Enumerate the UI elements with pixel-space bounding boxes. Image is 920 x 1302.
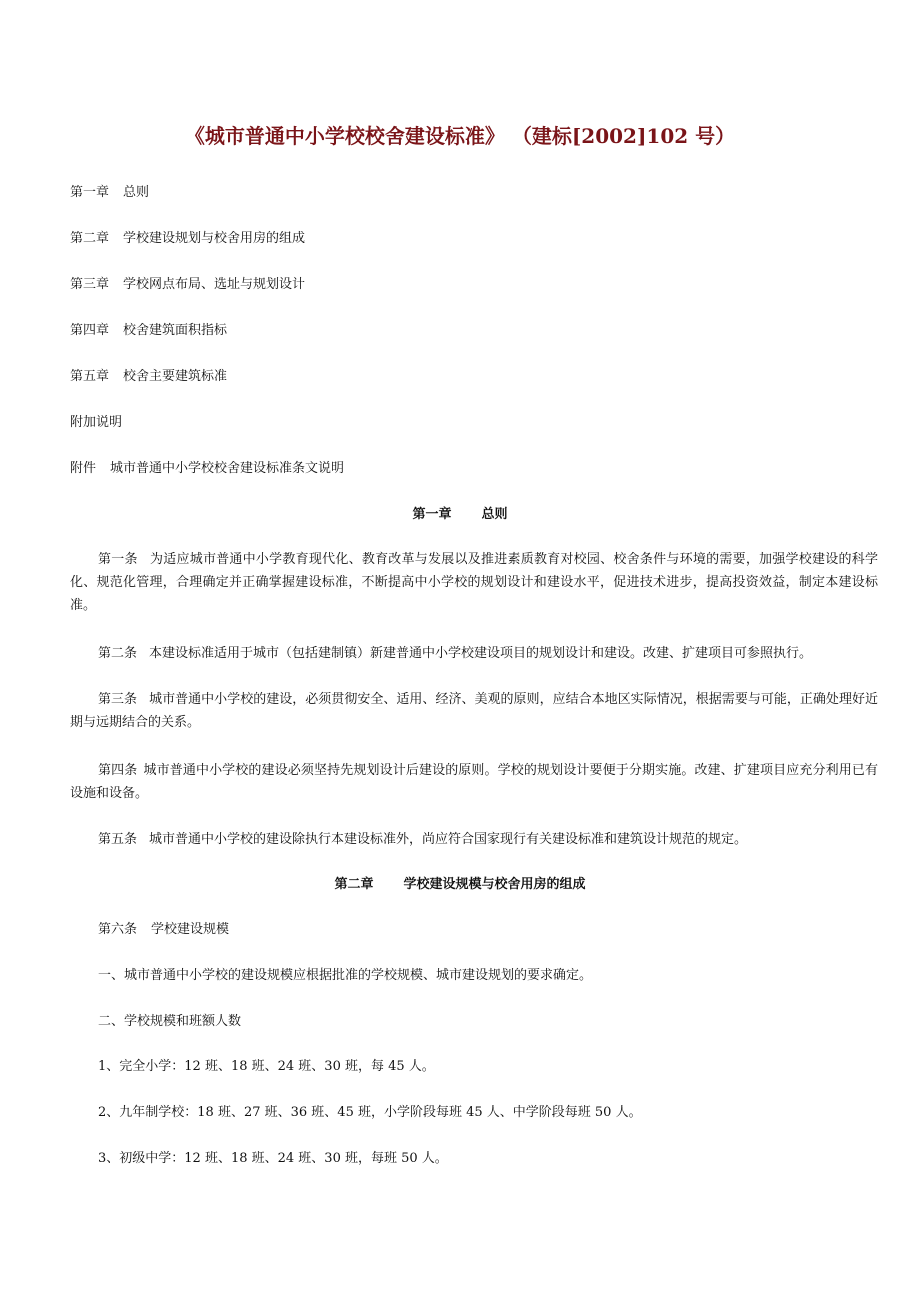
chapter-title: 学校建设规模与校舍用房的组成 <box>403 877 586 892</box>
toc-label: 校舍建筑面积指标 <box>123 323 228 338</box>
clause-line: 一、城市普通中小学校的建设规模应根据批准的学校规模、城市建设规划的要求确定。 <box>98 968 593 983</box>
article-text: 城市普通中小学校的建设必须坚持先规划设计后建设的原则。学校的规划设计要便于分期实施。改建、扩建项目应充分利用已有设施和设备。 <box>70 763 878 801</box>
toc-label: 城市普通中小学校校舍建设标准条文说明 <box>110 461 345 476</box>
article-number: 第三条 <box>98 692 138 707</box>
clause-line: 1、完全小学：12 班、18 班、24 班、30 班，每 45 人。 <box>98 1059 435 1074</box>
article-number: 第一条 <box>98 552 138 567</box>
toc-label: 学校建设规划与校舍用房的组成 <box>123 231 306 246</box>
toc-number: 第三章 <box>70 277 110 292</box>
article-3 <box>70 688 878 734</box>
toc-number: 第四章 <box>70 323 110 338</box>
article-text: 为适应城市普通中小学教育现代化、教育改革与发展以及推进素质教育对校园、校舍条件与环境的需要，加强学校建设的科学化、规范化管理，合理确定并正确掌握建设标准，不断提高中小学校的规划设计和建设水平，促进技术进步，提高投资效益，制定本建设标准。 <box>70 552 878 613</box>
toc-number: 附件 <box>70 461 97 476</box>
article-number: 第六条 <box>98 922 138 937</box>
article-6 <box>98 919 878 941</box>
clause-line: 2、九年制学校：18 班、27 班、36 班、45 班，小学阶段每班 45 人、中学阶段每班 50 人。 <box>98 1105 642 1120</box>
article-text: 本建设标准适用于城市（包括建制镇）新建普通中小学校建设项目的规划设计和建设。改建、扩建项目可参照执行。 <box>149 646 813 661</box>
article-number: 第五条 <box>98 832 138 847</box>
toc-label: 总则 <box>123 185 150 200</box>
toc-number: 第五章 <box>70 369 110 384</box>
chapter-title: 总则 <box>481 507 508 522</box>
document-title: 《城市普通中小学校校舍建设标准》 （建标[2002]102 号） <box>184 124 736 148</box>
article-number: 第四条 <box>98 763 138 778</box>
chapter-number: 第二章 <box>334 877 374 892</box>
toc-number: 附加说明 <box>70 415 123 430</box>
toc-label: 学校网点布局、选址与规划设计 <box>123 277 306 292</box>
article-number: 第二条 <box>98 646 138 661</box>
article-text: 城市普通中小学校的建设除执行本建设标准外，尚应符合国家现行有关建设标准和建筑设计规范的规定。 <box>149 832 748 847</box>
chapter-2-heading <box>0 875 920 895</box>
clause-line: 二、学校规模和班额人数 <box>98 1014 242 1029</box>
article-text: 城市普通中小学校的建设，必须贯彻安全、适用、经济、美观的原则，应结合本地区实际情况，根据需要与可能，正确处理好近期与远期结合的关系。 <box>70 692 878 730</box>
clause-line: 3、初级中学：12 班、18 班、24 班、30 班，每班 50 人。 <box>98 1151 448 1166</box>
toc-item-chapter-5[interactable] <box>70 366 850 412</box>
toc-item-chapter-4[interactable] <box>70 320 850 366</box>
toc-number: 第二章 <box>70 231 110 246</box>
article-1 <box>70 548 878 617</box>
toc-label: 校舍主要建筑标准 <box>123 369 228 384</box>
toc-item-supplementary-notes[interactable] <box>70 412 850 458</box>
article-2 <box>70 642 878 665</box>
table-of-contents <box>70 182 850 504</box>
toc-item-chapter-2[interactable] <box>70 228 850 274</box>
toc-item-chapter-1[interactable] <box>70 182 850 228</box>
article-4 <box>70 759 878 805</box>
chapter-number: 第一章 <box>412 507 452 522</box>
article-5 <box>70 828 878 851</box>
toc-item-appendix[interactable] <box>70 458 850 504</box>
toc-item-chapter-3[interactable] <box>70 274 850 320</box>
article-text: 学校建设规模 <box>151 922 230 937</box>
chapter-1-heading <box>0 505 920 525</box>
toc-number: 第一章 <box>70 185 110 200</box>
